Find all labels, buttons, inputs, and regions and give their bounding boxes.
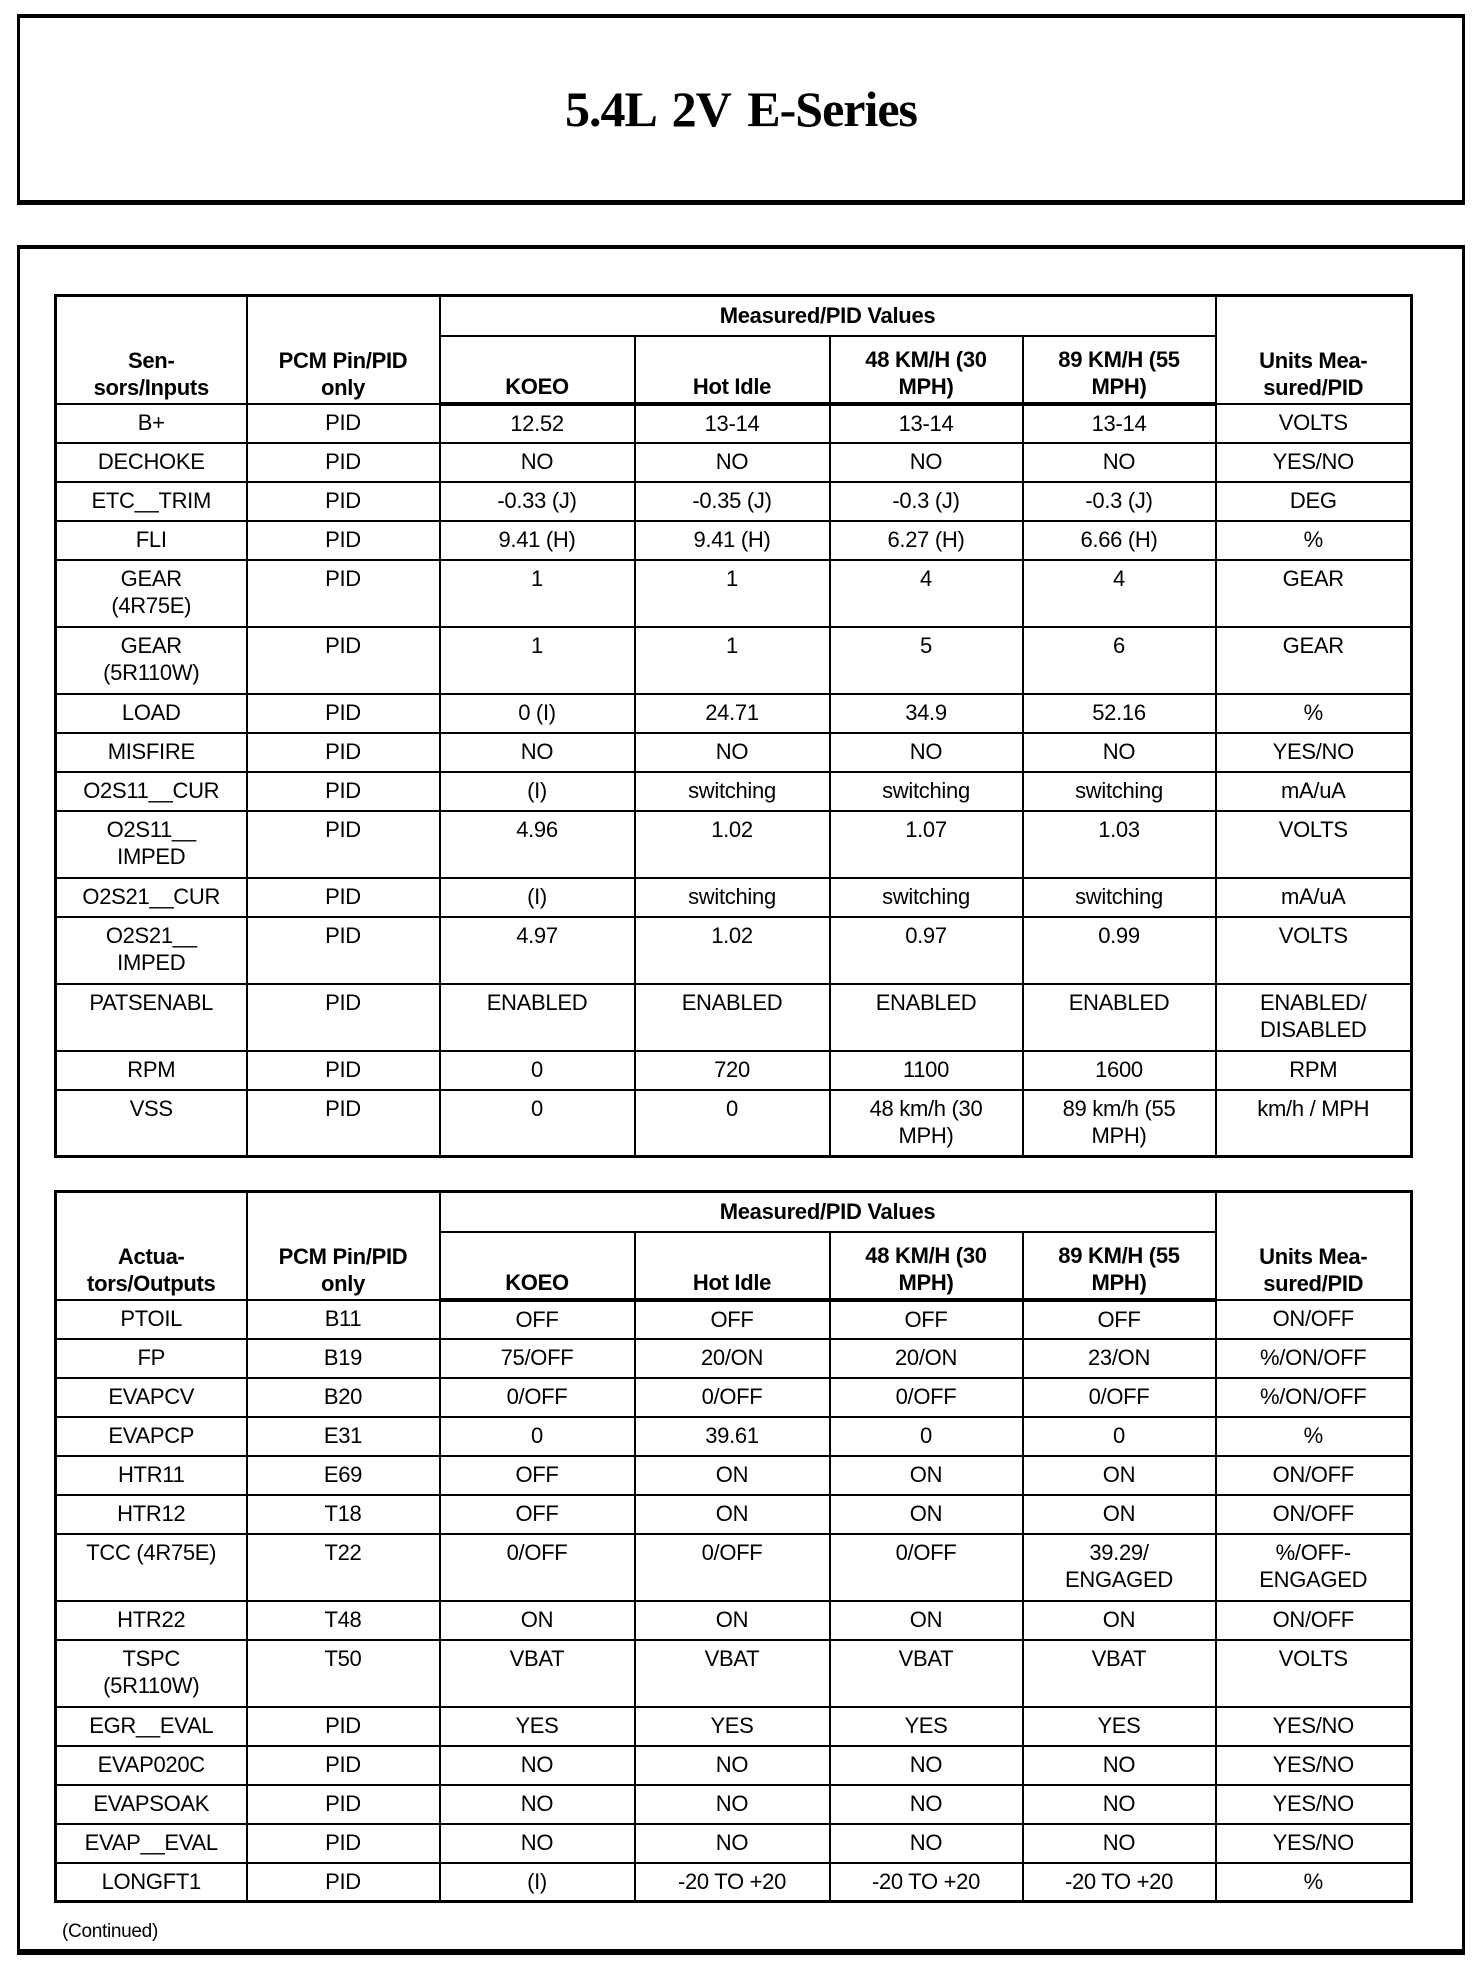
- cell-units: ON/OFF: [1216, 1495, 1412, 1534]
- cell-hot-idle: NO: [635, 443, 830, 482]
- cell-koeo: 0 (I): [440, 694, 635, 733]
- cell-koeo: ON: [440, 1601, 635, 1640]
- header-measured-values: Measured/PID Values: [440, 1192, 1216, 1232]
- cell-pcm-pin: PID: [247, 482, 440, 521]
- cell-89kmh: 23/ON: [1023, 1339, 1216, 1378]
- table-row: [56, 694, 1412, 733]
- header-row: [56, 1192, 1412, 1232]
- cell-name: B+: [56, 404, 247, 443]
- header-units: Units Mea- sured/PID: [1216, 1192, 1412, 1300]
- cell-hot-idle: 1: [635, 560, 830, 627]
- cell-koeo: NO: [440, 443, 635, 482]
- cell-units: %/ON/OFF: [1216, 1378, 1412, 1417]
- cell-hot-idle: NO: [635, 1785, 830, 1824]
- cell-name: DECHOKE: [56, 443, 247, 482]
- cell-48kmh: NO: [830, 1785, 1023, 1824]
- cell-koeo: (I): [440, 878, 635, 917]
- cell-name: EVAP020C: [56, 1746, 247, 1785]
- cell-48kmh: NO: [830, 1746, 1023, 1785]
- cell-48kmh: -0.3 (J): [830, 482, 1023, 521]
- cell-koeo: 0: [440, 1090, 635, 1157]
- cell-48kmh: NO: [830, 443, 1023, 482]
- cell-hot-idle: 24.71: [635, 694, 830, 733]
- cell-koeo: NO: [440, 733, 635, 772]
- cell-48kmh: 0/OFF: [830, 1534, 1023, 1601]
- cell-89kmh: 0.99: [1023, 917, 1216, 984]
- cell-name: MISFIRE: [56, 733, 247, 772]
- cell-koeo: OFF: [440, 1495, 635, 1534]
- cell-pcm-pin: PID: [247, 1824, 440, 1863]
- header-89kmh: 89 KM/H (55 MPH): [1023, 1232, 1216, 1300]
- header-measured-values: Measured/PID Values: [440, 296, 1216, 336]
- cell-name: EGR__EVAL: [56, 1707, 247, 1746]
- cell-koeo: -0.33 (J): [440, 482, 635, 521]
- cell-pcm-pin: PID: [247, 694, 440, 733]
- table-row: [56, 1640, 1412, 1707]
- cell-89kmh: ENABLED: [1023, 984, 1216, 1051]
- table-row: [56, 1339, 1412, 1378]
- header-pcm-pin: PCM Pin/PID only: [247, 1192, 440, 1300]
- cell-pcm-pin: T48: [247, 1601, 440, 1640]
- table-row: [56, 521, 1412, 560]
- cell-units: %/OFF- ENGAGED: [1216, 1534, 1412, 1601]
- cell-name: O2S21__CUR: [56, 878, 247, 917]
- cell-koeo: ENABLED: [440, 984, 635, 1051]
- cell-hot-idle: switching: [635, 878, 830, 917]
- table-row: [56, 1785, 1412, 1824]
- cell-89kmh: ON: [1023, 1456, 1216, 1495]
- cell-pcm-pin: B19: [247, 1339, 440, 1378]
- cell-units: %: [1216, 1417, 1412, 1456]
- table-row: [56, 1300, 1412, 1339]
- table-row: [56, 733, 1412, 772]
- header-item: Sen- sors/Inputs: [56, 296, 247, 404]
- cell-pcm-pin: T22: [247, 1534, 440, 1601]
- cell-name: RPM: [56, 1051, 247, 1090]
- cell-hot-idle: ON: [635, 1456, 830, 1495]
- cell-units: %: [1216, 694, 1412, 733]
- cell-48kmh: YES: [830, 1707, 1023, 1746]
- cell-48kmh: NO: [830, 1824, 1023, 1863]
- cell-hot-idle: OFF: [635, 1300, 830, 1339]
- header-48kmh: 48 KM/H (30 MPH): [830, 336, 1023, 404]
- cell-89kmh: ON: [1023, 1601, 1216, 1640]
- cell-pcm-pin: PID: [247, 984, 440, 1051]
- cell-units: VOLTS: [1216, 404, 1412, 443]
- cell-koeo: (I): [440, 772, 635, 811]
- table-row: [56, 1456, 1412, 1495]
- cell-units: ON/OFF: [1216, 1300, 1412, 1339]
- table-row: [56, 1090, 1412, 1157]
- cell-units: RPM: [1216, 1051, 1412, 1090]
- cell-pcm-pin: PID: [247, 1090, 440, 1157]
- cell-name: FP: [56, 1339, 247, 1378]
- cell-hot-idle: 0: [635, 1090, 830, 1157]
- cell-pcm-pin: PID: [247, 1863, 440, 1902]
- header-koeo: KOEO: [440, 1232, 635, 1300]
- cell-48kmh: 6.27 (H): [830, 521, 1023, 560]
- cell-hot-idle: switching: [635, 772, 830, 811]
- cell-89kmh: 1.03: [1023, 811, 1216, 878]
- cell-hot-idle: 39.61: [635, 1417, 830, 1456]
- cell-48kmh: OFF: [830, 1300, 1023, 1339]
- cell-units: km/h / MPH: [1216, 1090, 1412, 1157]
- cell-pcm-pin: PID: [247, 733, 440, 772]
- cell-hot-idle: 9.41 (H): [635, 521, 830, 560]
- cell-units: VOLTS: [1216, 811, 1412, 878]
- cell-units: YES/NO: [1216, 1707, 1412, 1746]
- cell-hot-idle: 0/OFF: [635, 1378, 830, 1417]
- cell-units: %: [1216, 1863, 1412, 1902]
- cell-48kmh: switching: [830, 772, 1023, 811]
- cell-48kmh: 4: [830, 560, 1023, 627]
- cell-units: GEAR: [1216, 627, 1412, 694]
- cell-89kmh: 39.29/ ENGAGED: [1023, 1534, 1216, 1601]
- cell-name: TCC (4R75E): [56, 1534, 247, 1601]
- header-hot-idle: Hot Idle: [635, 1232, 830, 1300]
- cell-name: GEAR (4R75E): [56, 560, 247, 627]
- cell-89kmh: OFF: [1023, 1300, 1216, 1339]
- cell-name: TSPC (5R110W): [56, 1640, 247, 1707]
- header-koeo: KOEO: [440, 336, 635, 404]
- cell-units: ON/OFF: [1216, 1456, 1412, 1495]
- cell-pcm-pin: PID: [247, 1051, 440, 1090]
- cell-name: EVAPCP: [56, 1417, 247, 1456]
- cell-hot-idle: VBAT: [635, 1640, 830, 1707]
- cell-pcm-pin: PID: [247, 1785, 440, 1824]
- table-row: [56, 917, 1412, 984]
- table-row: [56, 627, 1412, 694]
- cell-48kmh: 13-14: [830, 404, 1023, 443]
- cell-89kmh: 52.16: [1023, 694, 1216, 733]
- cell-89kmh: switching: [1023, 772, 1216, 811]
- cell-koeo: VBAT: [440, 1640, 635, 1707]
- cell-pcm-pin: B11: [247, 1300, 440, 1339]
- cell-89kmh: 89 km/h (55 MPH): [1023, 1090, 1216, 1157]
- cell-name: GEAR (5R110W): [56, 627, 247, 694]
- cell-89kmh: 0/OFF: [1023, 1378, 1216, 1417]
- table-row: [56, 1746, 1412, 1785]
- cell-units: VOLTS: [1216, 1640, 1412, 1707]
- cell-hot-idle: 1.02: [635, 917, 830, 984]
- cell-hot-idle: 0/OFF: [635, 1534, 830, 1601]
- cell-pcm-pin: PID: [247, 404, 440, 443]
- cell-name: O2S11__CUR: [56, 772, 247, 811]
- cell-48kmh: 0/OFF: [830, 1378, 1023, 1417]
- cell-hot-idle: NO: [635, 733, 830, 772]
- cell-48kmh: VBAT: [830, 1640, 1023, 1707]
- cell-name: PATSENABL: [56, 984, 247, 1051]
- cell-units: ENABLED/ DISABLED: [1216, 984, 1412, 1051]
- cell-pcm-pin: E31: [247, 1417, 440, 1456]
- cell-units: %/ON/OFF: [1216, 1339, 1412, 1378]
- cell-hot-idle: ON: [635, 1601, 830, 1640]
- cell-hot-idle: 1.02: [635, 811, 830, 878]
- cell-89kmh: 4: [1023, 560, 1216, 627]
- cell-48kmh: 0: [830, 1417, 1023, 1456]
- content-box: [17, 245, 1465, 1955]
- cell-48kmh: 1.07: [830, 811, 1023, 878]
- cell-koeo: YES: [440, 1707, 635, 1746]
- table-row: [56, 1824, 1412, 1863]
- cell-pcm-pin: PID: [247, 560, 440, 627]
- cell-hot-idle: 1: [635, 627, 830, 694]
- header-hot-idle: Hot Idle: [635, 336, 830, 404]
- cell-48kmh: 48 km/h (30 MPH): [830, 1090, 1023, 1157]
- cell-units: ON/OFF: [1216, 1601, 1412, 1640]
- cell-name: FLI: [56, 521, 247, 560]
- cell-units: DEG: [1216, 482, 1412, 521]
- cell-pcm-pin: PID: [247, 443, 440, 482]
- cell-koeo: 0/OFF: [440, 1378, 635, 1417]
- cell-name: ETC__TRIM: [56, 482, 247, 521]
- cell-89kmh: 1600: [1023, 1051, 1216, 1090]
- cell-koeo: (I): [440, 1863, 635, 1902]
- table-row: [56, 1707, 1412, 1746]
- cell-name: HTR12: [56, 1495, 247, 1534]
- cell-89kmh: NO: [1023, 733, 1216, 772]
- cell-koeo: 0: [440, 1051, 635, 1090]
- cell-units: YES/NO: [1216, 1785, 1412, 1824]
- cell-hot-idle: -0.35 (J): [635, 482, 830, 521]
- cell-pcm-pin: B20: [247, 1378, 440, 1417]
- cell-hot-idle: NO: [635, 1746, 830, 1785]
- table-row: [56, 1417, 1412, 1456]
- cell-units: mA/uA: [1216, 772, 1412, 811]
- cell-48kmh: 1100: [830, 1051, 1023, 1090]
- table-row: [56, 811, 1412, 878]
- cell-89kmh: -20 TO +20: [1023, 1863, 1216, 1902]
- header-89kmh: 89 KM/H (55 MPH): [1023, 336, 1216, 404]
- cell-hot-idle: 20/ON: [635, 1339, 830, 1378]
- cell-units: YES/NO: [1216, 1824, 1412, 1863]
- cell-koeo: OFF: [440, 1300, 635, 1339]
- cell-48kmh: -20 TO +20: [830, 1863, 1023, 1902]
- cell-name: EVAPCV: [56, 1378, 247, 1417]
- table-row: [56, 1863, 1412, 1902]
- actuators-outputs-table: [54, 1190, 1413, 1903]
- cell-koeo: 4.96: [440, 811, 635, 878]
- cell-units: mA/uA: [1216, 878, 1412, 917]
- title-box: [17, 14, 1465, 205]
- cell-koeo: OFF: [440, 1456, 635, 1495]
- cell-pcm-pin: PID: [247, 521, 440, 560]
- cell-pcm-pin: T50: [247, 1640, 440, 1707]
- cell-koeo: 12.52: [440, 404, 635, 443]
- cell-89kmh: 0: [1023, 1417, 1216, 1456]
- cell-pcm-pin: E69: [247, 1456, 440, 1495]
- cell-48kmh: 5: [830, 627, 1023, 694]
- sensors-inputs-table: [54, 294, 1413, 1158]
- cell-89kmh: 6: [1023, 627, 1216, 694]
- cell-89kmh: -0.3 (J): [1023, 482, 1216, 521]
- cell-koeo: 9.41 (H): [440, 521, 635, 560]
- cell-pcm-pin: T18: [247, 1495, 440, 1534]
- cell-89kmh: NO: [1023, 1824, 1216, 1863]
- cell-koeo: NO: [440, 1785, 635, 1824]
- cell-name: EVAP__EVAL: [56, 1824, 247, 1863]
- cell-pcm-pin: PID: [247, 627, 440, 694]
- cell-name: EVAPSOAK: [56, 1785, 247, 1824]
- cell-koeo: 75/OFF: [440, 1339, 635, 1378]
- cell-89kmh: switching: [1023, 878, 1216, 917]
- cell-units: YES/NO: [1216, 733, 1412, 772]
- header-units: Units Mea- sured/PID: [1216, 296, 1412, 404]
- cell-48kmh: ON: [830, 1495, 1023, 1534]
- cell-name: HTR11: [56, 1456, 247, 1495]
- cell-hot-idle: 13-14: [635, 404, 830, 443]
- cell-name: LOAD: [56, 694, 247, 733]
- cell-pcm-pin: PID: [247, 1707, 440, 1746]
- cell-pcm-pin: PID: [247, 917, 440, 984]
- cell-48kmh: ENABLED: [830, 984, 1023, 1051]
- cell-hot-idle: 720: [635, 1051, 830, 1090]
- cell-89kmh: 13-14: [1023, 404, 1216, 443]
- cell-name: O2S21__ IMPED: [56, 917, 247, 984]
- cell-48kmh: switching: [830, 878, 1023, 917]
- table-row: [56, 772, 1412, 811]
- header-48kmh: 48 KM/H (30 MPH): [830, 1232, 1023, 1300]
- cell-48kmh: ON: [830, 1601, 1023, 1640]
- cell-89kmh: NO: [1023, 1746, 1216, 1785]
- cell-48kmh: ON: [830, 1456, 1023, 1495]
- cell-pcm-pin: PID: [247, 878, 440, 917]
- cell-48kmh: 20/ON: [830, 1339, 1023, 1378]
- cell-hot-idle: ENABLED: [635, 984, 830, 1051]
- cell-hot-idle: NO: [635, 1824, 830, 1863]
- table-row: [56, 1495, 1412, 1534]
- header-row: [56, 296, 1412, 336]
- cell-89kmh: ON: [1023, 1495, 1216, 1534]
- cell-89kmh: VBAT: [1023, 1640, 1216, 1707]
- table-row: [56, 1601, 1412, 1640]
- table-row: [56, 1378, 1412, 1417]
- table-row: [56, 482, 1412, 521]
- cell-koeo: 4.97: [440, 917, 635, 984]
- cell-pcm-pin: PID: [247, 811, 440, 878]
- cell-hot-idle: YES: [635, 1707, 830, 1746]
- cell-units: YES/NO: [1216, 443, 1412, 482]
- cell-koeo: 1: [440, 560, 635, 627]
- cell-89kmh: NO: [1023, 443, 1216, 482]
- cell-koeo: NO: [440, 1824, 635, 1863]
- cell-name: LONGFT1: [56, 1863, 247, 1902]
- cell-units: %: [1216, 521, 1412, 560]
- table-row: [56, 878, 1412, 917]
- cell-name: O2S11__ IMPED: [56, 811, 247, 878]
- cell-name: HTR22: [56, 1601, 247, 1640]
- header-item: Actua- tors/Outputs: [56, 1192, 247, 1300]
- page-title: 5.4L 2V E-Series: [564, 81, 918, 137]
- cell-name: VSS: [56, 1090, 247, 1157]
- cell-units: VOLTS: [1216, 917, 1412, 984]
- table-row: [56, 404, 1412, 443]
- cell-koeo: 0: [440, 1417, 635, 1456]
- cell-name: PTOIL: [56, 1300, 247, 1339]
- cell-hot-idle: ON: [635, 1495, 830, 1534]
- cell-units: YES/NO: [1216, 1746, 1412, 1785]
- header-pcm-pin: PCM Pin/PID only: [247, 296, 440, 404]
- table-row: [56, 443, 1412, 482]
- cell-pcm-pin: PID: [247, 772, 440, 811]
- table-row: [56, 1051, 1412, 1090]
- table-row: [56, 1534, 1412, 1601]
- table-row: [56, 984, 1412, 1051]
- cell-pcm-pin: PID: [247, 1746, 440, 1785]
- cell-units: GEAR: [1216, 560, 1412, 627]
- continued-note: (Continued): [62, 1921, 158, 1942]
- cell-koeo: 1: [440, 627, 635, 694]
- table-row: [56, 560, 1412, 627]
- cell-koeo: 0/OFF: [440, 1534, 635, 1601]
- cell-koeo: NO: [440, 1746, 635, 1785]
- cell-48kmh: NO: [830, 733, 1023, 772]
- cell-48kmh: 34.9: [830, 694, 1023, 733]
- cell-89kmh: YES: [1023, 1707, 1216, 1746]
- cell-89kmh: NO: [1023, 1785, 1216, 1824]
- cell-hot-idle: -20 TO +20: [635, 1863, 830, 1902]
- cell-48kmh: 0.97: [830, 917, 1023, 984]
- cell-89kmh: 6.66 (H): [1023, 521, 1216, 560]
